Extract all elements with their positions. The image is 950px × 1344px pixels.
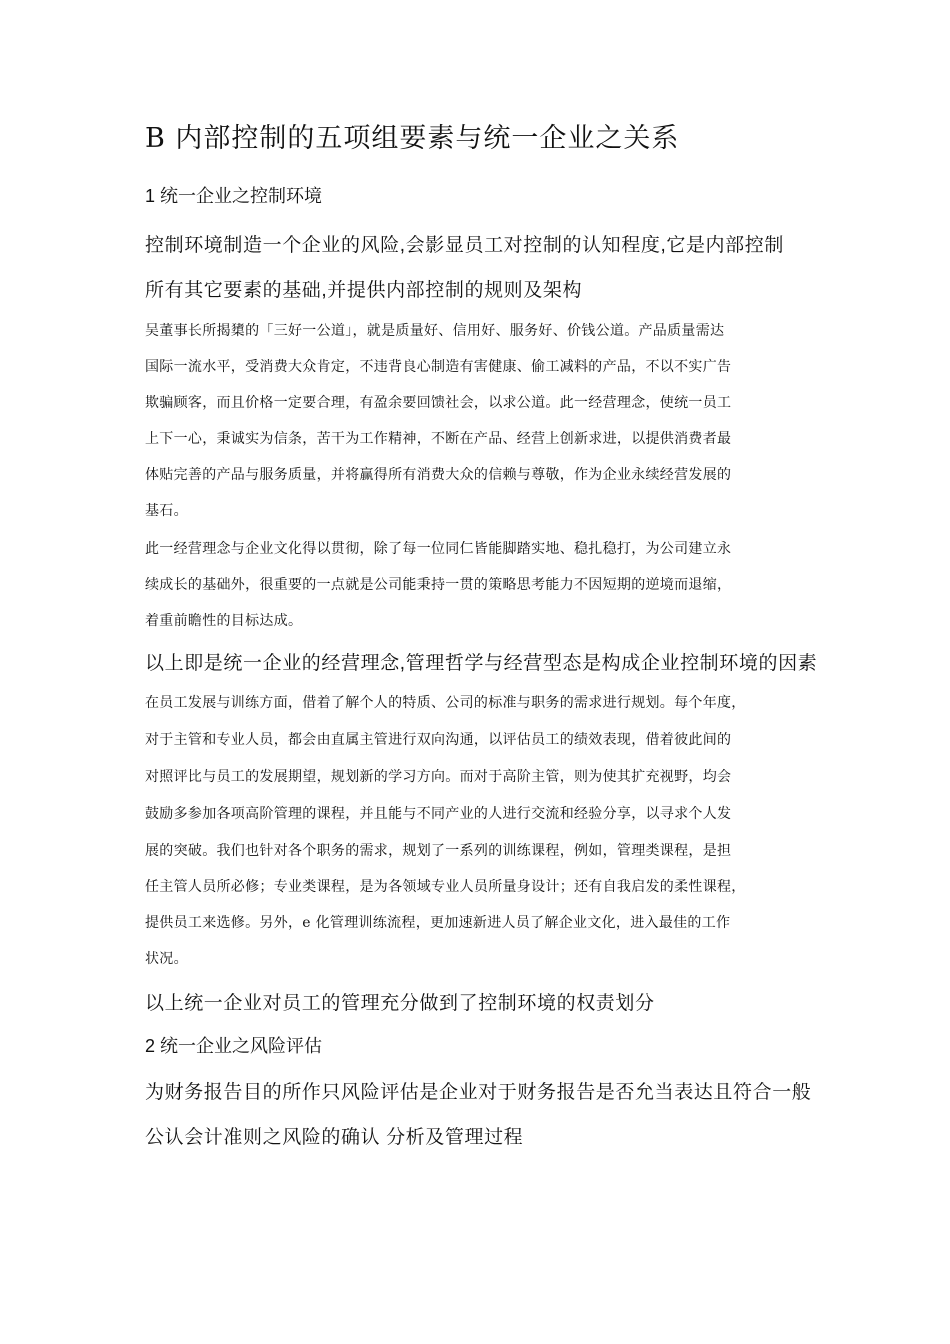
section-1-intro-line-1: 控制环境制造一个企业的风险,会影显员工对控制的认知程度,它是内部控制 (145, 235, 784, 256)
paragraph-3-line-1: 在员工发展与训练方面，借着了解个人的特质、公司的标准与职务的需求进行规划。每个年度， (145, 695, 746, 711)
paragraph-3-line-5: 展的突破。我们也针对各个职务的需求，规划了一系列的训练课程，例如，管理类课程，是担 (145, 843, 732, 859)
paragraph-1-line-6: 基石。 (145, 503, 188, 519)
paragraph-3-line-8: 状况。 (145, 951, 188, 967)
paragraph-3-line-2: 对于主管和专业人员，都会由直属主管进行双向沟通，以评估员工的绩效表现，借着彼此间的 (145, 732, 732, 748)
paragraph-2-line-3: 着重前瞻性的目标达成。 (145, 613, 303, 629)
paragraph-2-line-2: 续成长的基础外，很重要的一点就是公司能秉持一贯的策略思考能力不因短期的逆境而退缩， (145, 577, 732, 593)
paragraph-1-line-4: 上下一心，秉诚实为信条，苦干为工作精神，不断在产品、经营上创新求进，以提供消费者最 (145, 431, 732, 447)
section-1-intro-line-2: 所有其它要素的基础,并提供内部控制的规则及架构 (145, 280, 583, 301)
paragraph-3-line-4: 鼓励多参加各项高阶管理的课程，并且能与不同产业的人进行交流和经验分享，以寻求个人发 (145, 806, 732, 822)
summary-2: 以上统一企业对员工的管理充分做到了控制环境的权责划分 (145, 993, 655, 1014)
summary-1: 以上即是统一企业的经营理念,管理哲学与经营型态是构成企业控制环境的因素 (145, 653, 818, 674)
section-1-heading: 1 统一企业之控制环境 (145, 186, 323, 206)
section-2-heading: 2 统一企业之风险评估 (145, 1036, 323, 1056)
section-2-intro-line-1: 为财务报告目的所作只风险评估是企业对于财务报告是否允当表达且符合一般 (145, 1082, 812, 1103)
section-2-intro-line-2: 公认会计准则之风险的确认 分析及管理过程 (145, 1127, 524, 1148)
paragraph-2-line-1: 此一经营理念与企业文化得以贯彻，除了每一位同仁皆能脚踏实地、稳扎稳打，为公司建立永 (145, 541, 732, 557)
paragraph-1-line-2: 国际一流水平，受消费大众肯定，不违背良心制造有害健康、偷工减料的产品，不以不实广告 (145, 359, 732, 375)
paragraph-1-line-1: 吴董事长所揭橥的「三好一公道」，就是质量好、信用好、服务好、价钱公道。产品质量需达 (145, 323, 725, 339)
paragraph-3-line-6: 任主管人员所必修；专业类课程，是为各领域专业人员所量身设计；还有自我启发的柔性课程， (145, 879, 746, 895)
paragraph-3-line-3: 对照评比与员工的发展期望，规划新的学习方向。而对于高阶主管，则为使其扩充视野，均会 (145, 769, 732, 785)
paragraph-1-line-5: 体贴完善的产品与服务质量，并将赢得所有消费大众的信赖与尊敬，作为企业永续经营发展的 (145, 467, 732, 483)
paragraph-1-line-3: 欺骗顾客，而且价格一定要合理，有盈余要回馈社会，以求公道。此一经营理念，使统一员工 (145, 395, 732, 411)
document-title: B 内部控制的五项组要素与统一企业之关系 (145, 123, 680, 154)
paragraph-3-line-7: 提供员工来选修。另外，e 化管理训练流程，更加速新进人员了解企业文化，进入最佳的工作 (145, 915, 731, 931)
